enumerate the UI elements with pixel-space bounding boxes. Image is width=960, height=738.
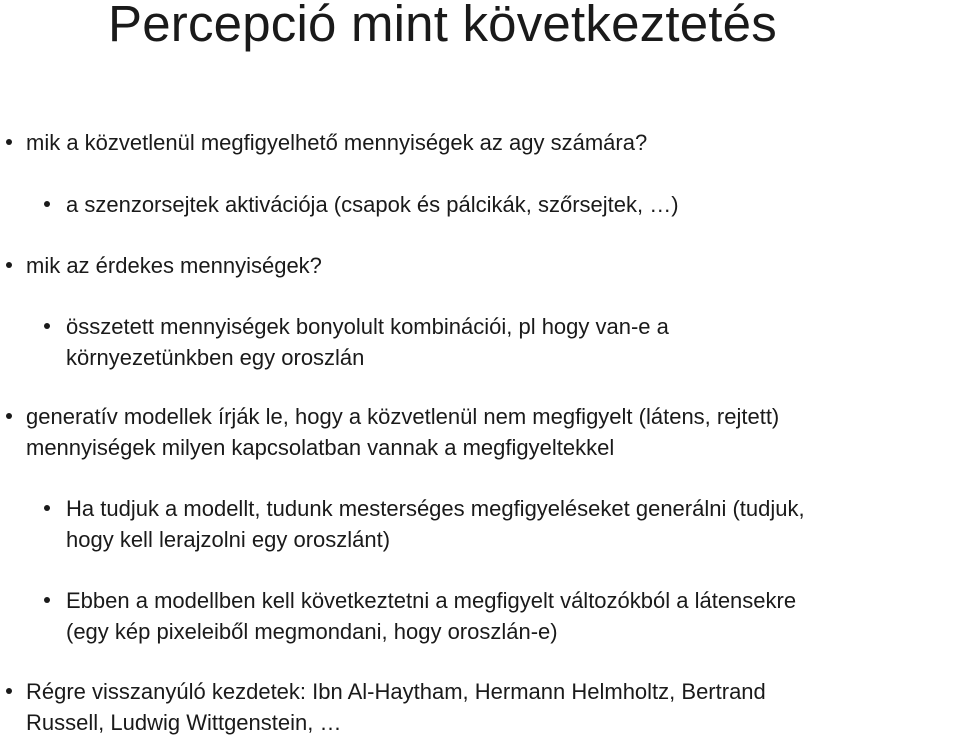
bullet-text: a szenzorsejtek aktivációja (csapok és pálcikák, szőrsejtek, …) — [66, 192, 679, 217]
sub-bullet-item — [66, 189, 679, 220]
bullet-item — [26, 127, 647, 158]
bullet-item — [26, 676, 766, 738]
bullet-text: összetett mennyiségek bonyolult kombinációi, pl hogy van-e a — [66, 314, 669, 339]
bullet-text: mennyiségek milyen kapcsolatban vannak a megfigyeltekkel — [26, 435, 615, 460]
sub-bullet-item — [66, 493, 805, 555]
sub-bullet-item — [66, 311, 669, 373]
bullet-dot-icon — [44, 201, 50, 207]
sub-bullet-item — [66, 585, 796, 647]
bullet-dot-icon — [6, 139, 12, 145]
bullet-dot-icon — [6, 413, 12, 419]
bullet-text: Ha tudjuk a modellt, tudunk mesterséges megfigyeléseket generálni (tudjuk, — [66, 496, 805, 521]
slide-title: Percepció mint következtetés — [108, 0, 777, 52]
bullet-text: (egy kép pixeleiből megmondani, hogy oroszlán-e) — [66, 619, 558, 644]
bullet-dot-icon — [44, 505, 50, 511]
bullet-item — [26, 401, 779, 463]
bullet-dot-icon — [6, 262, 12, 268]
bullet-text: mik a közvetlenül megfigyelhető mennyiségek az agy számára? — [26, 130, 648, 155]
bullet-text: Russell, Ludwig Wittgenstein, … — [26, 710, 342, 735]
bullet-text: Ebben a modellben kell következtetni a megfigyelt változókból a látensekre — [66, 588, 797, 613]
bullet-dot-icon — [44, 597, 50, 603]
bullet-text: Régre visszanyúló kezdetek: Ibn Al-Haytham, Hermann Helmholtz, Bertrand — [26, 679, 766, 704]
bullet-text: mik az érdekes mennyiségek? — [26, 253, 322, 278]
bullet-item — [26, 250, 322, 281]
bullet-dot-icon — [6, 688, 12, 694]
bullet-text: környezetünkben egy oroszlán — [66, 345, 365, 370]
bullet-dot-icon — [44, 323, 50, 329]
bullet-text: hogy kell lerajzolni egy oroszlánt) — [66, 527, 391, 552]
bullet-text: generatív modellek írják le, hogy a közvetlenül nem megfigyelt (látens, rejtett) — [26, 404, 780, 429]
